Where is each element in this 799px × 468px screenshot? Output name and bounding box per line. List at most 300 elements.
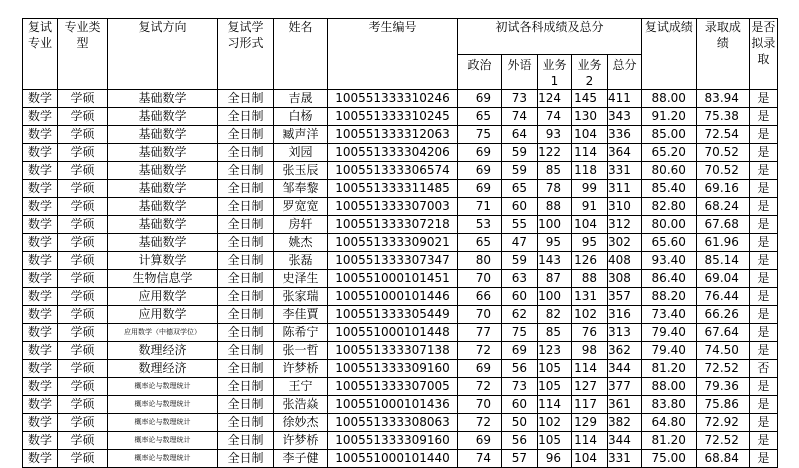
cell-retest-score: 85.40 [641, 180, 696, 198]
cell-admission-score: 68.84 [696, 450, 749, 468]
cell-total: 312 [608, 216, 642, 234]
cell-planned-admission: 是 [749, 414, 777, 432]
cell-total: 302 [608, 234, 642, 252]
cell-exam-id: 100551333308063 [328, 414, 458, 432]
cell-mode: 全日制 [218, 432, 274, 450]
cell-mode: 全日制 [218, 414, 274, 432]
table-row [23, 126, 778, 144]
cell-language: 59 [502, 252, 538, 270]
cell-exam-id: 100551333305449 [328, 306, 458, 324]
cell-admission-score: 67.68 [696, 216, 749, 234]
cell-major: 数学 [23, 180, 58, 198]
table-row [23, 198, 778, 216]
cell-type: 学硕 [58, 234, 108, 252]
cell-language: 60 [502, 198, 538, 216]
header-politics: 政治 [458, 55, 502, 90]
cell-politics: 69 [458, 162, 502, 180]
cell-politics: 69 [458, 360, 502, 378]
cell-name: 许梦桥 [274, 360, 328, 378]
cell-language: 64 [502, 126, 538, 144]
cell-politics: 72 [458, 378, 502, 396]
cell-business-2: 95 [572, 234, 608, 252]
table-row [23, 414, 778, 432]
cell-business-2: 98 [572, 342, 608, 360]
cell-retest-score: 73.40 [641, 306, 696, 324]
cell-planned-admission: 是 [749, 378, 777, 396]
cell-politics: 71 [458, 198, 502, 216]
cell-admission-score: 72.54 [696, 126, 749, 144]
cell-politics: 80 [458, 252, 502, 270]
cell-major: 数学 [23, 252, 58, 270]
cell-retest-score: 65.60 [641, 234, 696, 252]
cell-retest-score: 85.00 [641, 126, 696, 144]
cell-business-2: 126 [572, 252, 608, 270]
cell-politics: 53 [458, 216, 502, 234]
admission-table-container [22, 18, 778, 468]
cell-mode: 全日制 [218, 198, 274, 216]
table-row [23, 306, 778, 324]
cell-mode: 全日制 [218, 126, 274, 144]
cell-name: 张家瑞 [274, 288, 328, 306]
cell-mode: 全日制 [218, 288, 274, 306]
cell-name: 罗宽宽 [274, 198, 328, 216]
cell-direction: 概率论与数理统计 [108, 396, 218, 414]
cell-major: 数学 [23, 126, 58, 144]
cell-politics: 69 [458, 432, 502, 450]
cell-business-2: 88 [572, 270, 608, 288]
cell-planned-admission: 是 [749, 342, 777, 360]
cell-mode: 全日制 [218, 108, 274, 126]
cell-admission-score: 66.26 [696, 306, 749, 324]
cell-type: 学硕 [58, 324, 108, 342]
cell-retest-score: 82.80 [641, 198, 696, 216]
admission-table [22, 18, 778, 468]
cell-major: 数学 [23, 306, 58, 324]
cell-mode: 全日制 [218, 360, 274, 378]
cell-major: 数学 [23, 396, 58, 414]
cell-retest-score: 81.20 [641, 360, 696, 378]
cell-exam-id: 100551333304206 [328, 144, 458, 162]
cell-business-2: 131 [572, 288, 608, 306]
cell-business-1: 122 [538, 144, 572, 162]
cell-exam-id: 100551333312063 [328, 126, 458, 144]
cell-exam-id: 100551333310245 [328, 108, 458, 126]
cell-name: 王宁 [274, 378, 328, 396]
cell-type: 学硕 [58, 216, 108, 234]
cell-type: 学硕 [58, 432, 108, 450]
cell-type: 学硕 [58, 126, 108, 144]
cell-admission-score: 72.52 [696, 432, 749, 450]
cell-politics: 69 [458, 90, 502, 108]
cell-business-2: 76 [572, 324, 608, 342]
cell-admission-score: 67.64 [696, 324, 749, 342]
table-body [23, 90, 778, 468]
cell-business-1: 105 [538, 378, 572, 396]
cell-direction: 基础数学 [108, 162, 218, 180]
cell-direction: 基础数学 [108, 90, 218, 108]
cell-major: 数学 [23, 162, 58, 180]
cell-mode: 全日制 [218, 342, 274, 360]
cell-business-2: 117 [572, 396, 608, 414]
cell-direction: 基础数学 [108, 234, 218, 252]
cell-major: 数学 [23, 234, 58, 252]
cell-admission-score: 74.50 [696, 342, 749, 360]
cell-planned-admission: 是 [749, 234, 777, 252]
cell-language: 59 [502, 144, 538, 162]
cell-planned-admission: 是 [749, 324, 777, 342]
cell-language: 56 [502, 432, 538, 450]
cell-mode: 全日制 [218, 378, 274, 396]
cell-direction: 生物信息学 [108, 270, 218, 288]
cell-language: 50 [502, 414, 538, 432]
cell-exam-id: 100551333307138 [328, 342, 458, 360]
cell-retest-score: 91.20 [641, 108, 696, 126]
cell-exam-id: 100551333307218 [328, 216, 458, 234]
cell-planned-admission: 是 [749, 306, 777, 324]
cell-business-1: 124 [538, 90, 572, 108]
table-row [23, 234, 778, 252]
cell-politics: 70 [458, 396, 502, 414]
cell-planned-admission: 是 [749, 144, 777, 162]
cell-planned-admission: 是 [749, 396, 777, 414]
cell-name: 房轩 [274, 216, 328, 234]
cell-type: 学硕 [58, 360, 108, 378]
cell-name: 张玉辰 [274, 162, 328, 180]
cell-direction: 概率论与数理统计 [108, 450, 218, 468]
table-row [23, 288, 778, 306]
table-row [23, 162, 778, 180]
cell-planned-admission: 是 [749, 252, 777, 270]
cell-business-2: 114 [572, 144, 608, 162]
cell-language: 75 [502, 324, 538, 342]
cell-type: 学硕 [58, 108, 108, 126]
cell-major: 数学 [23, 324, 58, 342]
cell-admission-score: 76.44 [696, 288, 749, 306]
cell-retest-score: 80.00 [641, 216, 696, 234]
cell-planned-admission: 是 [749, 216, 777, 234]
cell-admission-score: 70.52 [696, 162, 749, 180]
cell-major: 数学 [23, 90, 58, 108]
cell-exam-id: 100551333307347 [328, 252, 458, 270]
cell-direction: 基础数学 [108, 198, 218, 216]
cell-business-2: 102 [572, 306, 608, 324]
cell-retest-score: 79.40 [641, 324, 696, 342]
cell-business-1: 100 [538, 288, 572, 306]
cell-admission-score: 70.52 [696, 144, 749, 162]
cell-type: 学硕 [58, 396, 108, 414]
cell-politics: 74 [458, 450, 502, 468]
cell-planned-admission: 是 [749, 432, 777, 450]
cell-name: 吉晟 [274, 90, 328, 108]
cell-type: 学硕 [58, 306, 108, 324]
cell-planned-admission: 是 [749, 108, 777, 126]
cell-planned-admission: 是 [749, 270, 777, 288]
cell-language: 59 [502, 162, 538, 180]
cell-major: 数学 [23, 144, 58, 162]
cell-politics: 65 [458, 108, 502, 126]
cell-exam-id: 100551333307005 [328, 378, 458, 396]
cell-major: 数学 [23, 414, 58, 432]
cell-major: 数学 [23, 378, 58, 396]
cell-exam-id: 100551333309160 [328, 432, 458, 450]
cell-mode: 全日制 [218, 216, 274, 234]
cell-name: 徐妙杰 [274, 414, 328, 432]
cell-retest-score: 81.20 [641, 432, 696, 450]
cell-exam-id: 100551333306574 [328, 162, 458, 180]
cell-language: 57 [502, 450, 538, 468]
cell-type: 学硕 [58, 288, 108, 306]
table-row [23, 396, 778, 414]
cell-exam-id: 100551000101448 [328, 324, 458, 342]
cell-business-1: 114 [538, 396, 572, 414]
cell-business-1: 88 [538, 198, 572, 216]
cell-planned-admission: 是 [749, 162, 777, 180]
cell-business-2: 104 [572, 126, 608, 144]
cell-business-2: 99 [572, 180, 608, 198]
cell-total: 377 [608, 378, 642, 396]
cell-business-1: 87 [538, 270, 572, 288]
cell-total: 336 [608, 126, 642, 144]
cell-mode: 全日制 [218, 252, 274, 270]
header-mode: 复试学 习形式 [218, 19, 274, 90]
cell-business-1: 100 [538, 216, 572, 234]
cell-business-1: 143 [538, 252, 572, 270]
table-row [23, 252, 778, 270]
cell-exam-id: 100551000101446 [328, 288, 458, 306]
cell-mode: 全日制 [218, 396, 274, 414]
cell-direction: 应用数学 [108, 288, 218, 306]
cell-admission-score: 68.24 [696, 198, 749, 216]
header-row-1 [23, 19, 778, 55]
cell-direction: 计算数学 [108, 252, 218, 270]
cell-language: 55 [502, 216, 538, 234]
cell-name: 史泽生 [274, 270, 328, 288]
cell-mode: 全日制 [218, 324, 274, 342]
cell-retest-score: 86.40 [641, 270, 696, 288]
cell-business-1: 105 [538, 360, 572, 378]
cell-name: 张一哲 [274, 342, 328, 360]
cell-direction: 基础数学 [108, 108, 218, 126]
cell-retest-score: 80.60 [641, 162, 696, 180]
cell-major: 数学 [23, 432, 58, 450]
cell-direction: 数理经济 [108, 342, 218, 360]
cell-politics: 65 [458, 234, 502, 252]
cell-business-1: 78 [538, 180, 572, 198]
cell-type: 学硕 [58, 342, 108, 360]
cell-admission-score: 69.04 [696, 270, 749, 288]
cell-total: 382 [608, 414, 642, 432]
cell-direction: 概率论与数理统计 [108, 378, 218, 396]
cell-direction: 基础数学 [108, 216, 218, 234]
cell-business-1: 123 [538, 342, 572, 360]
cell-language: 73 [502, 90, 538, 108]
cell-politics: 75 [458, 126, 502, 144]
cell-business-1: 95 [538, 234, 572, 252]
cell-exam-id: 100551333309021 [328, 234, 458, 252]
cell-total: 313 [608, 324, 642, 342]
cell-direction: 数理经济 [108, 360, 218, 378]
cell-exam-id: 100551333311485 [328, 180, 458, 198]
header-direction: 复试方向 [108, 19, 218, 90]
table-row [23, 108, 778, 126]
table-row [23, 324, 778, 342]
cell-language: 69 [502, 342, 538, 360]
cell-business-1: 85 [538, 162, 572, 180]
cell-type: 学硕 [58, 414, 108, 432]
cell-language: 60 [502, 396, 538, 414]
cell-major: 数学 [23, 216, 58, 234]
cell-type: 学硕 [58, 450, 108, 468]
cell-total: 331 [608, 450, 642, 468]
cell-mode: 全日制 [218, 234, 274, 252]
cell-planned-admission: 是 [749, 180, 777, 198]
cell-admission-score: 69.16 [696, 180, 749, 198]
header-major: 复试 专业 [23, 19, 58, 90]
table-row [23, 90, 778, 108]
header-initial-scores: 初试各科成绩及总分 [458, 19, 642, 55]
cell-type: 学硕 [58, 270, 108, 288]
cell-name: 许梦桥 [274, 432, 328, 450]
cell-total: 344 [608, 360, 642, 378]
cell-politics: 70 [458, 306, 502, 324]
header-admission-score: 录取成 绩 [696, 19, 749, 90]
table-row [23, 270, 778, 288]
cell-planned-admission: 否 [749, 360, 777, 378]
cell-name: 姚杰 [274, 234, 328, 252]
cell-total: 362 [608, 342, 642, 360]
header-name: 姓名 [274, 19, 328, 90]
cell-mode: 全日制 [218, 270, 274, 288]
cell-admission-score: 79.36 [696, 378, 749, 396]
cell-retest-score: 88.00 [641, 90, 696, 108]
cell-business-1: 96 [538, 450, 572, 468]
cell-business-2: 91 [572, 198, 608, 216]
cell-retest-score: 75.00 [641, 450, 696, 468]
cell-type: 学硕 [58, 198, 108, 216]
header-exam-id: 考生编号 [328, 19, 458, 90]
cell-business-1: 105 [538, 432, 572, 450]
cell-business-2: 114 [572, 360, 608, 378]
cell-retest-score: 88.00 [641, 378, 696, 396]
cell-mode: 全日制 [218, 90, 274, 108]
cell-name: 张磊 [274, 252, 328, 270]
cell-politics: 69 [458, 144, 502, 162]
cell-politics: 72 [458, 414, 502, 432]
cell-business-2: 114 [572, 432, 608, 450]
cell-business-1: 85 [538, 324, 572, 342]
cell-exam-id: 100551333310246 [328, 90, 458, 108]
cell-direction: 基础数学 [108, 180, 218, 198]
cell-total: 331 [608, 162, 642, 180]
cell-name: 臧声洋 [274, 126, 328, 144]
cell-type: 学硕 [58, 180, 108, 198]
cell-name: 张浩焱 [274, 396, 328, 414]
cell-retest-score: 65.20 [641, 144, 696, 162]
table-row [23, 378, 778, 396]
cell-major: 数学 [23, 108, 58, 126]
cell-mode: 全日制 [218, 450, 274, 468]
cell-major: 数学 [23, 198, 58, 216]
cell-major: 数学 [23, 360, 58, 378]
cell-major: 数学 [23, 450, 58, 468]
cell-direction: 基础数学 [108, 144, 218, 162]
cell-politics: 70 [458, 270, 502, 288]
table-row [23, 342, 778, 360]
cell-planned-admission: 是 [749, 198, 777, 216]
table-row [23, 216, 778, 234]
cell-total: 310 [608, 198, 642, 216]
cell-mode: 全日制 [218, 162, 274, 180]
cell-planned-admission: 是 [749, 450, 777, 468]
cell-major: 数学 [23, 288, 58, 306]
cell-admission-score: 61.96 [696, 234, 749, 252]
cell-language: 65 [502, 180, 538, 198]
header-type: 专业类 型 [58, 19, 108, 90]
cell-politics: 77 [458, 324, 502, 342]
cell-type: 学硕 [58, 162, 108, 180]
cell-mode: 全日制 [218, 144, 274, 162]
cell-type: 学硕 [58, 252, 108, 270]
cell-type: 学硕 [58, 378, 108, 396]
cell-type: 学硕 [58, 144, 108, 162]
cell-major: 数学 [23, 342, 58, 360]
cell-language: 73 [502, 378, 538, 396]
cell-total: 308 [608, 270, 642, 288]
cell-name: 李子健 [274, 450, 328, 468]
header-retest-score: 复试成绩 [641, 19, 696, 90]
cell-language: 47 [502, 234, 538, 252]
cell-total: 361 [608, 396, 642, 414]
cell-direction: 应用数学（中德双学位） [108, 324, 218, 342]
cell-admission-score: 72.92 [696, 414, 749, 432]
cell-mode: 全日制 [218, 306, 274, 324]
table-row [23, 450, 778, 468]
cell-exam-id: 100551333307003 [328, 198, 458, 216]
cell-total: 343 [608, 108, 642, 126]
cell-retest-score: 88.20 [641, 288, 696, 306]
cell-total: 408 [608, 252, 642, 270]
cell-retest-score: 64.80 [641, 414, 696, 432]
cell-admission-score: 75.38 [696, 108, 749, 126]
cell-major: 数学 [23, 270, 58, 288]
cell-name: 白杨 [274, 108, 328, 126]
table-row [23, 180, 778, 198]
table-row [23, 144, 778, 162]
cell-type: 学硕 [58, 90, 108, 108]
cell-planned-admission: 是 [749, 90, 777, 108]
cell-name: 陈希宁 [274, 324, 328, 342]
cell-language: 74 [502, 108, 538, 126]
table-row [23, 432, 778, 450]
cell-business-2: 104 [572, 216, 608, 234]
cell-name: 李佳賈 [274, 306, 328, 324]
table-row [23, 360, 778, 378]
cell-business-1: 82 [538, 306, 572, 324]
cell-planned-admission: 是 [749, 126, 777, 144]
cell-politics: 66 [458, 288, 502, 306]
cell-planned-admission: 是 [749, 288, 777, 306]
cell-direction: 基础数学 [108, 126, 218, 144]
cell-total: 411 [608, 90, 642, 108]
cell-language: 63 [502, 270, 538, 288]
cell-retest-score: 83.80 [641, 396, 696, 414]
cell-business-2: 129 [572, 414, 608, 432]
cell-business-2: 130 [572, 108, 608, 126]
cell-business-2: 145 [572, 90, 608, 108]
cell-politics: 69 [458, 180, 502, 198]
cell-total: 364 [608, 144, 642, 162]
cell-direction: 概率论与数理统计 [108, 414, 218, 432]
